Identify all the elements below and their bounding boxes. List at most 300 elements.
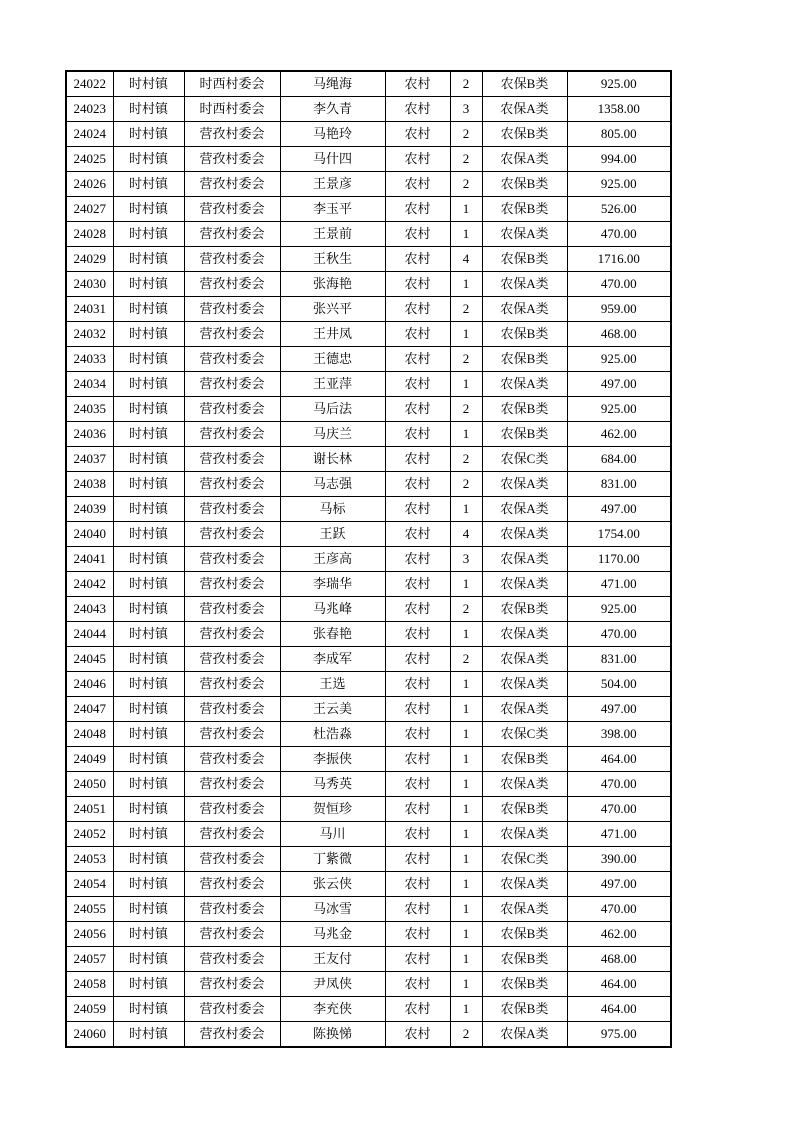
- cell-residence_type: 农村: [385, 97, 450, 122]
- cell-person_count: 1: [450, 622, 482, 647]
- cell-amount: 831.00: [567, 472, 671, 497]
- cell-person_count: 2: [450, 647, 482, 672]
- table-row: [66, 122, 671, 147]
- cell-person_name: 王云美: [280, 697, 385, 722]
- cell-amount: 925.00: [567, 397, 671, 422]
- cell-person_count: 1: [450, 372, 482, 397]
- cell-insurance_category: 农保B类: [482, 397, 567, 422]
- cell-person_count: 1: [450, 222, 482, 247]
- cell-village_committee: 营孜村委会: [184, 597, 280, 622]
- cell-amount: 497.00: [567, 497, 671, 522]
- cell-insurance_category: 农保B类: [482, 972, 567, 997]
- cell-amount: 470.00: [567, 272, 671, 297]
- cell-person_count: 1: [450, 722, 482, 747]
- cell-person_name: 尹凤侠: [280, 972, 385, 997]
- cell-insurance_category: 农保A类: [482, 472, 567, 497]
- table-row: [66, 747, 671, 772]
- cell-insurance_category: 农保A类: [482, 372, 567, 397]
- cell-town: 时村镇: [113, 97, 184, 122]
- cell-insurance_category: 农保A类: [482, 497, 567, 522]
- cell-record_id: 24023: [66, 97, 113, 122]
- cell-person_name: 马秀英: [280, 772, 385, 797]
- cell-record_id: 24052: [66, 822, 113, 847]
- cell-amount: 471.00: [567, 572, 671, 597]
- cell-town: 时村镇: [113, 547, 184, 572]
- cell-person_count: 1: [450, 272, 482, 297]
- cell-village_committee: 营孜村委会: [184, 897, 280, 922]
- cell-person_count: 4: [450, 522, 482, 547]
- cell-record_id: 24058: [66, 972, 113, 997]
- cell-record_id: 24051: [66, 797, 113, 822]
- cell-record_id: 24033: [66, 347, 113, 372]
- cell-record_id: 24042: [66, 572, 113, 597]
- cell-insurance_category: 农保B类: [482, 747, 567, 772]
- cell-village_committee: 营孜村委会: [184, 922, 280, 947]
- table-row: [66, 297, 671, 322]
- cell-amount: 497.00: [567, 872, 671, 897]
- cell-village_committee: 营孜村委会: [184, 747, 280, 772]
- pension-roster-table: [65, 70, 672, 1048]
- cell-insurance_category: 农保A类: [482, 1022, 567, 1048]
- cell-amount: 1754.00: [567, 522, 671, 547]
- cell-town: 时村镇: [113, 247, 184, 272]
- table-row: [66, 97, 671, 122]
- cell-town: 时村镇: [113, 147, 184, 172]
- cell-amount: 959.00: [567, 297, 671, 322]
- cell-village_committee: 营孜村委会: [184, 397, 280, 422]
- cell-person_name: 马川: [280, 822, 385, 847]
- cell-person_name: 贺恒珍: [280, 797, 385, 822]
- cell-amount: 684.00: [567, 447, 671, 472]
- cell-person_count: 1: [450, 972, 482, 997]
- cell-record_id: 24037: [66, 447, 113, 472]
- cell-town: 时村镇: [113, 297, 184, 322]
- cell-village_committee: 营孜村委会: [184, 522, 280, 547]
- cell-residence_type: 农村: [385, 872, 450, 897]
- cell-record_id: 24038: [66, 472, 113, 497]
- cell-residence_type: 农村: [385, 772, 450, 797]
- cell-person_name: 王景前: [280, 222, 385, 247]
- cell-town: 时村镇: [113, 497, 184, 522]
- cell-person_name: 杜浩淼: [280, 722, 385, 747]
- cell-town: 时村镇: [113, 822, 184, 847]
- cell-amount: 925.00: [567, 172, 671, 197]
- cell-insurance_category: 农保A类: [482, 822, 567, 847]
- cell-town: 时村镇: [113, 397, 184, 422]
- cell-person_count: 1: [450, 697, 482, 722]
- table-row: [66, 697, 671, 722]
- cell-residence_type: 农村: [385, 272, 450, 297]
- cell-amount: 470.00: [567, 222, 671, 247]
- cell-amount: 464.00: [567, 972, 671, 997]
- cell-residence_type: 农村: [385, 897, 450, 922]
- table-row: [66, 872, 671, 897]
- cell-insurance_category: 农保A类: [482, 272, 567, 297]
- cell-town: 时村镇: [113, 272, 184, 297]
- cell-village_committee: 营孜村委会: [184, 447, 280, 472]
- cell-village_committee: 营孜村委会: [184, 772, 280, 797]
- table-row: [66, 972, 671, 997]
- cell-amount: 1358.00: [567, 97, 671, 122]
- cell-town: 时村镇: [113, 222, 184, 247]
- cell-person_count: 2: [450, 122, 482, 147]
- cell-residence_type: 农村: [385, 222, 450, 247]
- cell-residence_type: 农村: [385, 747, 450, 772]
- cell-person_count: 2: [450, 297, 482, 322]
- table-row: [66, 797, 671, 822]
- cell-village_committee: 营孜村委会: [184, 172, 280, 197]
- cell-amount: 805.00: [567, 122, 671, 147]
- cell-record_id: 24039: [66, 497, 113, 522]
- cell-town: 时村镇: [113, 872, 184, 897]
- cell-person_name: 马庆兰: [280, 422, 385, 447]
- cell-residence_type: 农村: [385, 71, 450, 97]
- cell-village_committee: 营孜村委会: [184, 822, 280, 847]
- cell-town: 时村镇: [113, 672, 184, 697]
- cell-village_committee: 营孜村委会: [184, 722, 280, 747]
- cell-residence_type: 农村: [385, 1022, 450, 1048]
- cell-record_id: 24032: [66, 322, 113, 347]
- cell-amount: 471.00: [567, 822, 671, 847]
- cell-person_name: 马兆金: [280, 922, 385, 947]
- cell-town: 时村镇: [113, 897, 184, 922]
- cell-village_committee: 营孜村委会: [184, 122, 280, 147]
- cell-residence_type: 农村: [385, 572, 450, 597]
- table-row: [66, 422, 671, 447]
- cell-town: 时村镇: [113, 697, 184, 722]
- cell-person_count: 1: [450, 847, 482, 872]
- cell-record_id: 24027: [66, 197, 113, 222]
- cell-village_committee: 营孜村委会: [184, 197, 280, 222]
- cell-person_count: 1: [450, 322, 482, 347]
- cell-residence_type: 农村: [385, 147, 450, 172]
- cell-village_committee: 营孜村委会: [184, 972, 280, 997]
- cell-record_id: 24040: [66, 522, 113, 547]
- cell-person_name: 马标: [280, 497, 385, 522]
- cell-residence_type: 农村: [385, 797, 450, 822]
- cell-insurance_category: 农保A类: [482, 572, 567, 597]
- table-row: [66, 197, 671, 222]
- cell-insurance_category: 农保A类: [482, 697, 567, 722]
- cell-person_name: 马后法: [280, 397, 385, 422]
- cell-insurance_category: 农保A类: [482, 622, 567, 647]
- cell-village_committee: 时西村委会: [184, 71, 280, 97]
- cell-town: 时村镇: [113, 947, 184, 972]
- cell-person_name: 王友付: [280, 947, 385, 972]
- cell-town: 时村镇: [113, 172, 184, 197]
- cell-record_id: 24028: [66, 222, 113, 247]
- cell-insurance_category: 农保B类: [482, 322, 567, 347]
- cell-village_committee: 营孜村委会: [184, 997, 280, 1022]
- cell-person_count: 2: [450, 347, 482, 372]
- cell-amount: 831.00: [567, 647, 671, 672]
- cell-residence_type: 农村: [385, 622, 450, 647]
- table-row: [66, 647, 671, 672]
- cell-town: 时村镇: [113, 747, 184, 772]
- cell-village_committee: 营孜村委会: [184, 322, 280, 347]
- cell-person_count: 1: [450, 572, 482, 597]
- cell-residence_type: 农村: [385, 172, 450, 197]
- cell-insurance_category: 农保A类: [482, 672, 567, 697]
- cell-insurance_category: 农保B类: [482, 997, 567, 1022]
- cell-person_count: 1: [450, 772, 482, 797]
- table-row: [66, 997, 671, 1022]
- cell-record_id: 24030: [66, 272, 113, 297]
- cell-record_id: 24044: [66, 622, 113, 647]
- cell-person_name: 张云侠: [280, 872, 385, 897]
- cell-insurance_category: 农保A类: [482, 872, 567, 897]
- cell-insurance_category: 农保A类: [482, 222, 567, 247]
- cell-person_count: 3: [450, 547, 482, 572]
- cell-person_name: 马冰雪: [280, 897, 385, 922]
- cell-person_name: 王彦高: [280, 547, 385, 572]
- cell-person_count: 3: [450, 97, 482, 122]
- cell-village_committee: 营孜村委会: [184, 147, 280, 172]
- cell-amount: 390.00: [567, 847, 671, 872]
- cell-town: 时村镇: [113, 472, 184, 497]
- cell-person_name: 张春艳: [280, 622, 385, 647]
- table-row: [66, 322, 671, 347]
- cell-village_committee: 营孜村委会: [184, 847, 280, 872]
- cell-person_name: 张兴平: [280, 297, 385, 322]
- table-row: [66, 172, 671, 197]
- cell-insurance_category: 农保A类: [482, 297, 567, 322]
- cell-insurance_category: 农保B类: [482, 71, 567, 97]
- cell-residence_type: 农村: [385, 922, 450, 947]
- table-row: [66, 347, 671, 372]
- cell-insurance_category: 农保A类: [482, 772, 567, 797]
- cell-person_count: 2: [450, 172, 482, 197]
- cell-town: 时村镇: [113, 722, 184, 747]
- cell-amount: 468.00: [567, 322, 671, 347]
- cell-insurance_category: 农保A类: [482, 147, 567, 172]
- cell-person_name: 丁紫微: [280, 847, 385, 872]
- cell-town: 时村镇: [113, 622, 184, 647]
- cell-amount: 504.00: [567, 672, 671, 697]
- cell-residence_type: 农村: [385, 372, 450, 397]
- cell-insurance_category: 农保A类: [482, 97, 567, 122]
- cell-village_committee: 营孜村委会: [184, 472, 280, 497]
- cell-residence_type: 农村: [385, 972, 450, 997]
- cell-insurance_category: 农保B类: [482, 122, 567, 147]
- cell-amount: 462.00: [567, 422, 671, 447]
- cell-amount: 1170.00: [567, 547, 671, 572]
- cell-amount: 468.00: [567, 947, 671, 972]
- cell-village_committee: 营孜村委会: [184, 222, 280, 247]
- cell-town: 时村镇: [113, 772, 184, 797]
- cell-record_id: 24046: [66, 672, 113, 697]
- table-row: [66, 397, 671, 422]
- cell-person_count: 1: [450, 747, 482, 772]
- cell-town: 时村镇: [113, 447, 184, 472]
- cell-record_id: 24053: [66, 847, 113, 872]
- cell-town: 时村镇: [113, 1022, 184, 1048]
- cell-amount: 1716.00: [567, 247, 671, 272]
- cell-amount: 526.00: [567, 197, 671, 222]
- cell-insurance_category: 农保B类: [482, 947, 567, 972]
- cell-village_committee: 营孜村委会: [184, 272, 280, 297]
- table-row: [66, 522, 671, 547]
- cell-village_committee: 营孜村委会: [184, 572, 280, 597]
- cell-record_id: 24049: [66, 747, 113, 772]
- cell-town: 时村镇: [113, 122, 184, 147]
- cell-residence_type: 农村: [385, 697, 450, 722]
- cell-record_id: 24045: [66, 647, 113, 672]
- cell-amount: 925.00: [567, 71, 671, 97]
- cell-record_id: 24056: [66, 922, 113, 947]
- cell-village_committee: 营孜村委会: [184, 622, 280, 647]
- cell-person_name: 马绳海: [280, 71, 385, 97]
- cell-amount: 470.00: [567, 897, 671, 922]
- cell-person_count: 1: [450, 822, 482, 847]
- cell-village_committee: 营孜村委会: [184, 797, 280, 822]
- cell-village_committee: 营孜村委会: [184, 872, 280, 897]
- cell-person_count: 2: [450, 1022, 482, 1048]
- cell-residence_type: 农村: [385, 822, 450, 847]
- cell-amount: 925.00: [567, 347, 671, 372]
- cell-town: 时村镇: [113, 922, 184, 947]
- cell-person_count: 1: [450, 797, 482, 822]
- cell-residence_type: 农村: [385, 997, 450, 1022]
- table-row: [66, 272, 671, 297]
- cell-residence_type: 农村: [385, 672, 450, 697]
- cell-insurance_category: 农保B类: [482, 172, 567, 197]
- cell-insurance_category: 农保A类: [482, 897, 567, 922]
- cell-person_name: 李充侠: [280, 997, 385, 1022]
- cell-town: 时村镇: [113, 322, 184, 347]
- cell-insurance_category: 农保B类: [482, 597, 567, 622]
- cell-village_committee: 营孜村委会: [184, 647, 280, 672]
- cell-amount: 994.00: [567, 147, 671, 172]
- cell-residence_type: 农村: [385, 947, 450, 972]
- cell-amount: 975.00: [567, 1022, 671, 1048]
- cell-person_count: 4: [450, 247, 482, 272]
- cell-town: 时村镇: [113, 847, 184, 872]
- cell-residence_type: 农村: [385, 597, 450, 622]
- cell-person_name: 王井凤: [280, 322, 385, 347]
- table-row: [66, 472, 671, 497]
- cell-insurance_category: 农保B类: [482, 247, 567, 272]
- cell-person_name: 王景彦: [280, 172, 385, 197]
- cell-village_committee: 营孜村委会: [184, 372, 280, 397]
- cell-person_name: 李瑞华: [280, 572, 385, 597]
- cell-amount: 925.00: [567, 597, 671, 622]
- cell-record_id: 24031: [66, 297, 113, 322]
- cell-person_count: 2: [450, 147, 482, 172]
- cell-insurance_category: 农保C类: [482, 722, 567, 747]
- table-row: [66, 147, 671, 172]
- cell-record_id: 24035: [66, 397, 113, 422]
- cell-residence_type: 农村: [385, 647, 450, 672]
- cell-person_name: 李成军: [280, 647, 385, 672]
- cell-person_count: 1: [450, 947, 482, 972]
- cell-insurance_category: 农保B类: [482, 922, 567, 947]
- cell-person_count: 1: [450, 497, 482, 522]
- cell-town: 时村镇: [113, 572, 184, 597]
- cell-residence_type: 农村: [385, 247, 450, 272]
- table-row: [66, 897, 671, 922]
- cell-town: 时村镇: [113, 972, 184, 997]
- cell-person_name: 王秋生: [280, 247, 385, 272]
- cell-residence_type: 农村: [385, 722, 450, 747]
- cell-amount: 398.00: [567, 722, 671, 747]
- table-row: [66, 372, 671, 397]
- cell-village_committee: 营孜村委会: [184, 547, 280, 572]
- cell-village_committee: 营孜村委会: [184, 1022, 280, 1048]
- cell-residence_type: 农村: [385, 472, 450, 497]
- cell-village_committee: 时西村委会: [184, 97, 280, 122]
- cell-residence_type: 农村: [385, 447, 450, 472]
- cell-record_id: 24025: [66, 147, 113, 172]
- table-row: [66, 71, 671, 97]
- cell-person_name: 马艳玲: [280, 122, 385, 147]
- cell-record_id: 24036: [66, 422, 113, 447]
- cell-record_id: 24022: [66, 71, 113, 97]
- cell-person_count: 2: [450, 472, 482, 497]
- table-row: [66, 772, 671, 797]
- cell-person_name: 王亚萍: [280, 372, 385, 397]
- cell-person_name: 李久青: [280, 97, 385, 122]
- cell-insurance_category: 农保A类: [482, 522, 567, 547]
- cell-insurance_category: 农保A类: [482, 647, 567, 672]
- cell-village_committee: 营孜村委会: [184, 697, 280, 722]
- table-row: [66, 222, 671, 247]
- cell-person_name: 马兆峰: [280, 597, 385, 622]
- table-row: [66, 1022, 671, 1048]
- cell-record_id: 24026: [66, 172, 113, 197]
- table-row: [66, 847, 671, 872]
- cell-record_id: 24050: [66, 772, 113, 797]
- cell-residence_type: 农村: [385, 347, 450, 372]
- table-row: [66, 247, 671, 272]
- cell-person_count: 1: [450, 997, 482, 1022]
- cell-person_name: 马什四: [280, 147, 385, 172]
- cell-town: 时村镇: [113, 522, 184, 547]
- cell-residence_type: 农村: [385, 522, 450, 547]
- cell-town: 时村镇: [113, 347, 184, 372]
- cell-record_id: 24034: [66, 372, 113, 397]
- cell-residence_type: 农村: [385, 422, 450, 447]
- cell-village_committee: 营孜村委会: [184, 422, 280, 447]
- cell-village_committee: 营孜村委会: [184, 672, 280, 697]
- cell-record_id: 24059: [66, 997, 113, 1022]
- cell-town: 时村镇: [113, 597, 184, 622]
- cell-village_committee: 营孜村委会: [184, 247, 280, 272]
- table-row: [66, 822, 671, 847]
- cell-residence_type: 农村: [385, 297, 450, 322]
- cell-amount: 462.00: [567, 922, 671, 947]
- table-row: [66, 447, 671, 472]
- cell-village_committee: 营孜村委会: [184, 347, 280, 372]
- cell-amount: 470.00: [567, 622, 671, 647]
- cell-person_count: 2: [450, 71, 482, 97]
- cell-village_committee: 营孜村委会: [184, 497, 280, 522]
- cell-record_id: 24060: [66, 1022, 113, 1048]
- cell-record_id: 24055: [66, 897, 113, 922]
- cell-town: 时村镇: [113, 997, 184, 1022]
- table-row: [66, 947, 671, 972]
- table-row: [66, 597, 671, 622]
- cell-person_count: 1: [450, 872, 482, 897]
- cell-town: 时村镇: [113, 372, 184, 397]
- cell-amount: 470.00: [567, 797, 671, 822]
- cell-person_name: 马志强: [280, 472, 385, 497]
- cell-residence_type: 农村: [385, 122, 450, 147]
- cell-record_id: 24047: [66, 697, 113, 722]
- cell-person_name: 李玉平: [280, 197, 385, 222]
- cell-residence_type: 农村: [385, 397, 450, 422]
- cell-person_count: 2: [450, 397, 482, 422]
